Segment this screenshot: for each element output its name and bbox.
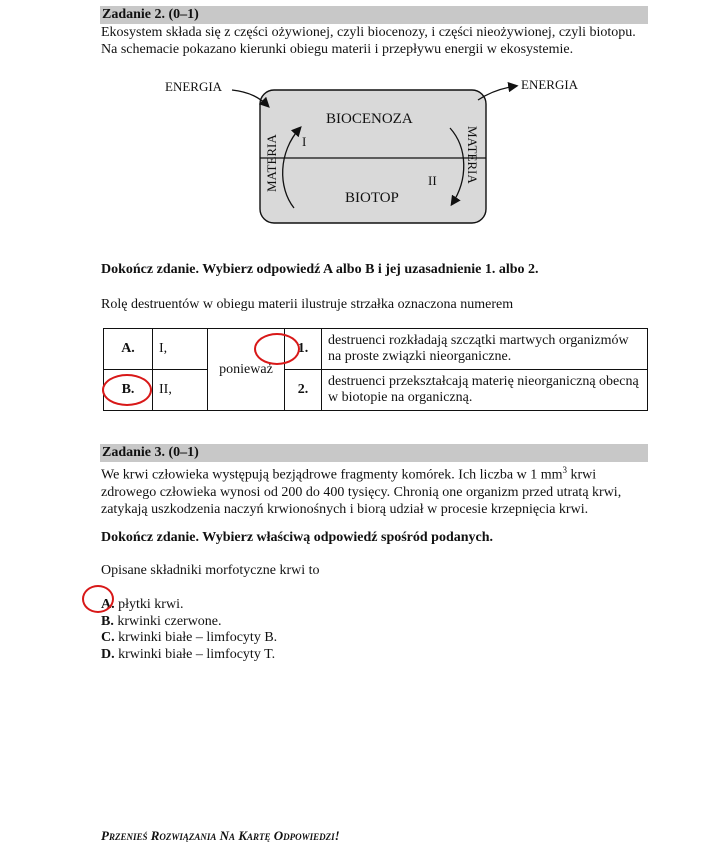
reason-1-text: destruenci rozkładają szczątki martwych organizmów na proste związki nieorganiczne. [322, 329, 648, 370]
task2-header: Zadanie 2. (0–1) [100, 6, 648, 24]
task3-stem: Opisane składniki morfotyczne krwi to [101, 563, 320, 578]
task3-option-a[interactable]: A. płytki krwi. [101, 597, 184, 612]
task2-intro-line1: Ekosystem składa się z części ożywionej, czyli biocenozy, i części nieożywionej, czyli biotopu. [101, 25, 636, 40]
biocenoza-label: BIOCENOZA [326, 111, 413, 127]
option-b-value: II, [153, 370, 208, 411]
option-a-value: I, [153, 329, 208, 370]
reason-2-number[interactable]: 2. [285, 370, 322, 411]
materia-left-label: MATERIA [264, 134, 279, 192]
reason-1-number[interactable]: 1. [285, 329, 322, 370]
task3-intro [101, 462, 647, 518]
table-row [104, 370, 648, 411]
connector-cell: ponieważ [208, 329, 285, 411]
reason-2-text: destruenci przekształcają materię nieorganiczną obecną w biotopie na organiczną. [322, 370, 648, 411]
task3-option-d[interactable]: D. krwinki białe – limfocyty T. [101, 647, 276, 662]
task2-intro [101, 24, 647, 58]
task3-intro-line3: zatykają uszkodzenia naczyń krwionośnych i biorą udział w procesie krzepnięcia krwi. [101, 501, 589, 517]
table-row [104, 329, 648, 370]
task3-option-c[interactable]: C. krwinki białe – limfocyty B. [101, 630, 278, 645]
task2-intro-line2: Na schemacie pokazano kierunki obiegu materii i przepływu energii w ekosystemie. [101, 42, 574, 57]
option-a-letter[interactable]: A. [104, 329, 153, 370]
materia-right-label: MATERIA [465, 126, 480, 184]
option-b-letter[interactable]: B. [104, 370, 153, 411]
biotop-label: BIOTOP [345, 190, 399, 206]
task3-intro-line2: zdrowego człowieka wynosi od 200 do 400 tysięcy. Chronią one organizm przed utratą krwi, [101, 484, 622, 500]
arrow-one-label: I [302, 134, 307, 149]
task3-header: Zadanie 3. (0–1) [100, 444, 648, 462]
task3-option-b[interactable]: B. krwinki czerwone. [101, 614, 222, 629]
ecosystem-diagram [150, 70, 600, 240]
task2-instruction: Dokończ zdanie. Wybierz odpowiedź A albo B i jej uzasadnienie 1. albo 2. [101, 262, 539, 277]
answer-table [103, 328, 648, 411]
task3-instruction: Dokończ zdanie. Wybierz właściwą odpowiedź spośród podanych. [101, 530, 494, 545]
energy-left-label: ENERGIA [165, 79, 223, 94]
task3-intro-line1: We krwi człowieka występują bezjądrowe fragmenty komórek. Ich liczba w 1 $mm^3$ krwi [101, 465, 597, 483]
task2-stem: Rolę destruentów w obiegu materii ilustruje strzałka oznaczona numerem [101, 297, 514, 312]
arrow-two-label: II [428, 173, 437, 188]
energy-right-label: ENERGIA [521, 77, 579, 92]
footer-instruction: Przenieś Rozwiązania Na Kartę Odpowiedzi! [101, 828, 340, 843]
